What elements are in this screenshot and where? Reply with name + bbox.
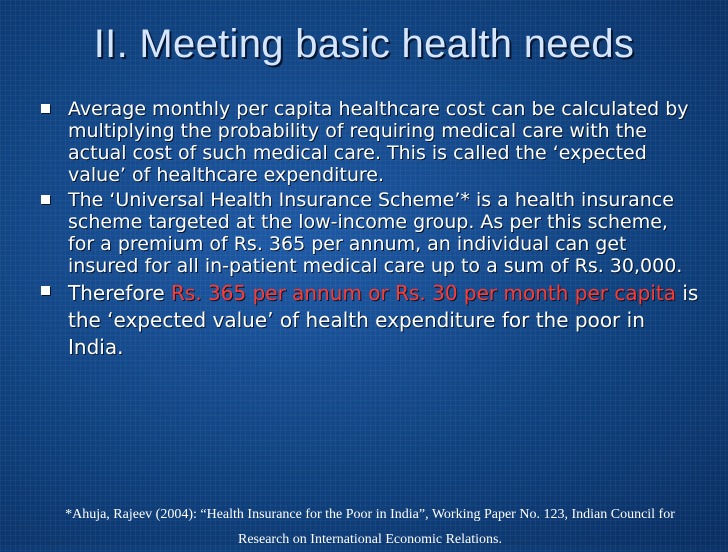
citation-footnote: *Ahuja, Rajeev (2004): “Health Insurance for the Poor in India”, Working Paper No. 123, Indian Council for Research on International Economic Relations.	[65, 507, 675, 547]
square-bullet-icon	[41, 286, 50, 295]
highlighted-amount: Rs. 365 per annum or Rs. 30 per month per capita	[171, 281, 676, 305]
square-bullet-icon	[41, 195, 50, 204]
bullet-conclusion	[40, 280, 700, 361]
bullet-list	[40, 98, 700, 364]
bullet-text: Average monthly per capita healthcare cost can be calculated by multiplying the probability of requiring medical care with the actual cost of such medical care. This is called the ‘expected value’ of healthcare expenditure.	[68, 98, 689, 186]
square-bullet-icon	[41, 104, 50, 113]
bullet-insurance-scheme	[40, 189, 700, 277]
slide-title: II. Meeting basic health needs	[93, 22, 635, 66]
bullet-text-prefix: Therefore	[68, 281, 172, 305]
bullet-text: The ‘Universal Health Insurance Scheme’* is a health insurance scheme targeted at the low-income group. As per this scheme, for a premium of Rs. 365 per annum, an individual can get insured for all in-patient medical care up to a sum of Rs. 30,000.	[68, 189, 683, 277]
bullet-expected-value	[40, 98, 700, 186]
bullet-text-suffix: is the ‘expected value’ of health expenditure for the poor in India.	[68, 281, 699, 359]
